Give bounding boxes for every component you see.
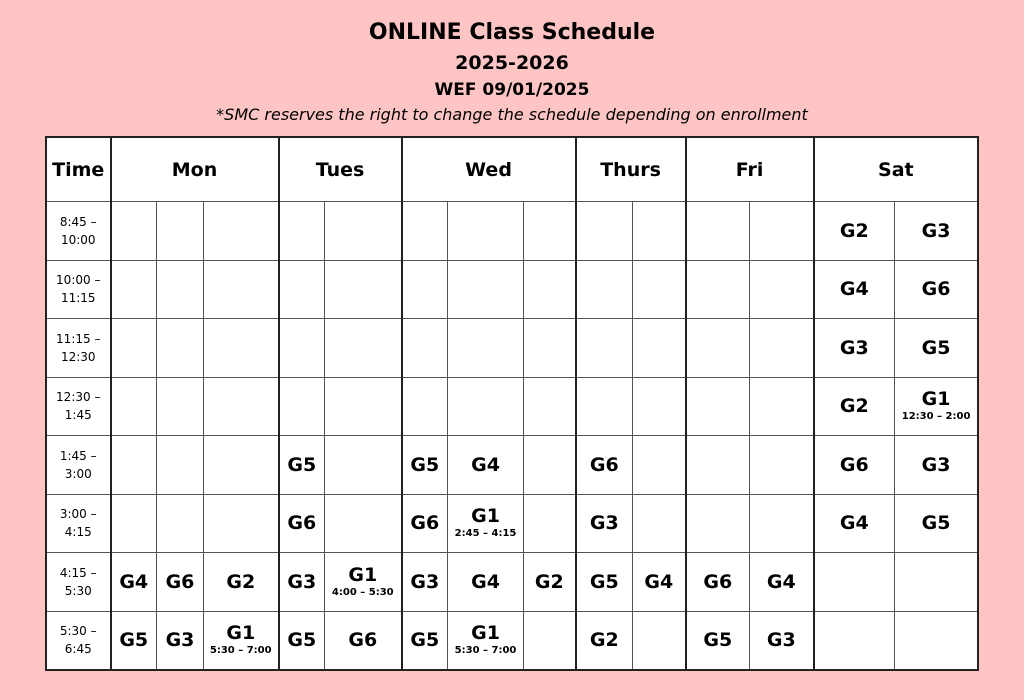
header-time: Time — [47, 138, 111, 202]
schedule-cell — [325, 260, 402, 319]
group-label: G5 — [921, 336, 951, 359]
group-label: G3 — [766, 629, 796, 652]
time-start: 10:00 – — [56, 273, 101, 288]
schedule-cell — [204, 319, 279, 378]
group-label: G1 — [471, 622, 500, 645]
time-slot — [47, 377, 111, 436]
schedule-cell — [111, 377, 157, 436]
time-slot — [47, 553, 111, 612]
schedule-cell — [111, 319, 157, 378]
group-label: G6 — [589, 453, 619, 476]
header-mon: Mon — [111, 138, 279, 202]
schedule-cell — [814, 319, 895, 378]
group-label: G6 — [703, 570, 733, 593]
group-label: G1 — [348, 563, 378, 586]
schedule-cell — [750, 377, 814, 436]
group-label: G3 — [921, 453, 951, 476]
schedule-cell — [895, 202, 978, 261]
schedule-cell — [895, 319, 978, 378]
schedule-cell — [524, 494, 576, 553]
schedule-cell — [448, 494, 524, 553]
time-slot — [47, 260, 111, 319]
group-label: G4 — [644, 570, 674, 593]
group-label: G3 — [839, 336, 869, 359]
schedule-cell — [576, 436, 633, 495]
schedule-cell — [576, 319, 633, 378]
time-start: 8:45 – — [59, 214, 97, 229]
schedule-cell — [402, 202, 448, 261]
time-end: 6:45 — [64, 642, 92, 657]
group-label: G3 — [165, 629, 195, 652]
schedule-year: 2025-2026 — [455, 52, 569, 74]
group-label: G4 — [839, 278, 869, 301]
time-row — [47, 377, 978, 436]
schedule-cell — [633, 319, 686, 378]
schedule-cell — [576, 260, 633, 319]
time-start: 11:15 – — [56, 331, 101, 346]
time-start: 5:30 – — [59, 624, 97, 639]
schedule-cell — [750, 494, 814, 553]
schedule-cell — [750, 611, 814, 670]
schedule-cell — [157, 202, 204, 261]
schedule-cell — [279, 319, 325, 378]
schedule-cell — [402, 377, 448, 436]
time-end: 11:15 — [60, 291, 96, 306]
schedule-cell — [814, 436, 895, 495]
schedule-cell — [895, 377, 978, 436]
schedule-body — [47, 202, 978, 670]
group-label: G6 — [921, 278, 951, 301]
schedule-cell — [686, 377, 750, 436]
schedule-cell — [448, 553, 524, 612]
group-label: G1 — [471, 505, 500, 528]
group-label: G5 — [119, 629, 149, 652]
schedule-cell — [279, 202, 325, 261]
schedule-cell — [111, 436, 157, 495]
special-time-range: 2:45 – 4:15 — [454, 528, 517, 540]
schedule-cell — [325, 319, 402, 378]
schedule-cell — [157, 494, 204, 553]
schedule-cell — [686, 436, 750, 495]
schedule-cell — [895, 260, 978, 319]
schedule-cell — [633, 202, 686, 261]
schedule-cell — [204, 553, 279, 612]
group-label: G4 — [471, 453, 500, 476]
header-row — [47, 138, 978, 202]
group-label: G1 — [921, 388, 951, 411]
schedule-cell — [814, 260, 895, 319]
time-start: 1:45 – — [59, 448, 97, 463]
schedule-cell — [895, 494, 978, 553]
time-row — [47, 611, 978, 670]
schedule-cell — [814, 377, 895, 436]
schedule-cell — [204, 611, 279, 670]
schedule-cell — [814, 202, 895, 261]
schedule-cell — [325, 494, 402, 553]
time-start: 3:00 – — [59, 507, 97, 522]
schedule-cell — [524, 260, 576, 319]
schedule-cell — [111, 553, 157, 612]
schedule-cell — [814, 494, 895, 553]
time-slot — [47, 436, 111, 495]
schedule-cell — [814, 553, 895, 612]
schedule-cell — [686, 494, 750, 553]
schedule-cell — [402, 260, 448, 319]
schedule-cell — [524, 377, 576, 436]
schedule-cell — [524, 553, 576, 612]
time-start: 4:15 – — [59, 565, 97, 580]
time-end: 5:30 — [64, 583, 92, 598]
header-wed: Wed — [402, 138, 576, 202]
schedule-cell — [157, 319, 204, 378]
time-row — [47, 260, 978, 319]
schedule-cell — [402, 611, 448, 670]
group-label: G5 — [410, 453, 440, 476]
schedule-cell — [524, 436, 576, 495]
header-fri: Fri — [686, 138, 814, 202]
schedule-cell — [750, 319, 814, 378]
group-label: G3 — [589, 512, 619, 535]
schedule-table — [46, 137, 978, 670]
group-label: G4 — [119, 570, 149, 593]
schedule-cell — [157, 611, 204, 670]
schedule-cell — [204, 260, 279, 319]
schedule-cell — [204, 436, 279, 495]
schedule-cell — [686, 319, 750, 378]
schedule-cell — [279, 553, 325, 612]
schedule-cell — [402, 553, 448, 612]
schedule-cell — [157, 377, 204, 436]
schedule-cell — [633, 260, 686, 319]
schedule-note: *SMC reserves the right to change the schedule depending on enrollment — [216, 105, 808, 124]
time-slot — [47, 319, 111, 378]
schedule-title: ONLINE Class Schedule — [368, 20, 656, 45]
group-label: G2 — [226, 570, 256, 593]
schedule-cell — [633, 436, 686, 495]
time-slot — [47, 494, 111, 553]
schedule-cell — [686, 202, 750, 261]
schedule-cell — [325, 611, 402, 670]
schedule-cell — [686, 260, 750, 319]
group-label: G4 — [471, 570, 500, 593]
schedule-cell — [686, 611, 750, 670]
group-label: G4 — [839, 512, 869, 535]
group-label: G5 — [703, 629, 733, 652]
time-end: 1:45 — [64, 408, 92, 423]
schedule-cell — [204, 494, 279, 553]
group-label: G3 — [287, 570, 317, 593]
header-tues: Tues — [279, 138, 402, 202]
group-label: G6 — [839, 453, 869, 476]
group-label: G5 — [287, 629, 317, 652]
special-time-range: 5:30 – 7:00 — [209, 645, 272, 657]
schedule-cell — [204, 202, 279, 261]
special-time-range: 12:30 – 2:00 — [901, 411, 971, 423]
group-label: G4 — [766, 570, 796, 593]
group-label: G5 — [921, 512, 951, 535]
time-row — [47, 202, 978, 261]
time-end: 4:15 — [64, 525, 92, 540]
group-label: G2 — [534, 570, 564, 593]
group-label: G3 — [921, 219, 951, 242]
schedule-cell — [750, 553, 814, 612]
group-label: G2 — [839, 219, 869, 242]
schedule-cell — [279, 436, 325, 495]
schedule-cell — [111, 260, 157, 319]
schedule-cell — [633, 611, 686, 670]
group-label: G3 — [410, 570, 440, 593]
schedule-cell — [402, 494, 448, 553]
schedule-cell — [633, 553, 686, 612]
schedule-cell — [325, 436, 402, 495]
schedule-cell — [895, 553, 978, 612]
schedule-cell — [750, 202, 814, 261]
header-thurs: Thurs — [576, 138, 686, 202]
group-label: G6 — [410, 512, 440, 535]
schedule-cell — [325, 553, 402, 612]
group-label: G6 — [165, 570, 195, 593]
schedule-cell — [895, 611, 978, 670]
schedule-cell — [402, 436, 448, 495]
schedule-cell — [279, 377, 325, 436]
schedule-cell — [686, 553, 750, 612]
schedule-cell — [814, 611, 895, 670]
group-label: G6 — [348, 629, 378, 652]
schedule-cell — [111, 494, 157, 553]
schedule-cell — [111, 202, 157, 261]
group-label: G6 — [287, 512, 317, 535]
group-label: G5 — [410, 629, 440, 652]
schedule-cell — [325, 377, 402, 436]
group-label: G2 — [839, 395, 869, 418]
time-start: 12:30 – — [56, 390, 101, 405]
group-label: G5 — [589, 570, 619, 593]
schedule-cell — [524, 202, 576, 261]
schedule-cell — [576, 494, 633, 553]
schedule-cell — [448, 436, 524, 495]
schedule-cell — [157, 260, 204, 319]
special-time-range: 5:30 – 7:00 — [454, 645, 517, 657]
schedule-cell — [524, 319, 576, 378]
schedule-cell — [633, 377, 686, 436]
schedule-cell — [448, 377, 524, 436]
schedule-cell — [576, 377, 633, 436]
schedule-cell — [279, 494, 325, 553]
header-sat: Sat — [814, 138, 978, 202]
schedule-cell — [279, 611, 325, 670]
schedule-cell — [157, 436, 204, 495]
time-row — [47, 319, 978, 378]
time-end: 12:30 — [60, 349, 96, 364]
schedule-cell — [448, 611, 524, 670]
schedule-cell — [448, 260, 524, 319]
time-row — [47, 553, 978, 612]
schedule-cell — [448, 319, 524, 378]
effective-date: WEF 09/01/2025 — [434, 80, 590, 100]
schedule-cell — [576, 202, 633, 261]
schedule-cell — [576, 611, 633, 670]
time-end: 10:00 — [60, 232, 96, 247]
time-slot — [47, 202, 111, 261]
time-slot — [47, 611, 111, 670]
time-end: 3:00 — [64, 466, 92, 481]
group-label: G2 — [589, 629, 619, 652]
group-label: G5 — [287, 453, 317, 476]
schedule-cell — [279, 260, 325, 319]
schedule-cell — [750, 260, 814, 319]
schedule-cell — [895, 436, 978, 495]
schedule-cell — [204, 377, 279, 436]
schedule-cell — [750, 436, 814, 495]
special-time-range: 4:00 – 5:30 — [331, 586, 394, 598]
time-row — [47, 436, 978, 495]
schedule-cell — [111, 611, 157, 670]
group-label: G1 — [226, 622, 256, 645]
time-row — [47, 494, 978, 553]
schedule-cell — [325, 202, 402, 261]
schedule-cell — [157, 553, 204, 612]
schedule-cell — [448, 202, 524, 261]
schedule-cell — [633, 494, 686, 553]
schedule-cell — [524, 611, 576, 670]
schedule-cell — [576, 553, 633, 612]
schedule-cell — [402, 319, 448, 378]
